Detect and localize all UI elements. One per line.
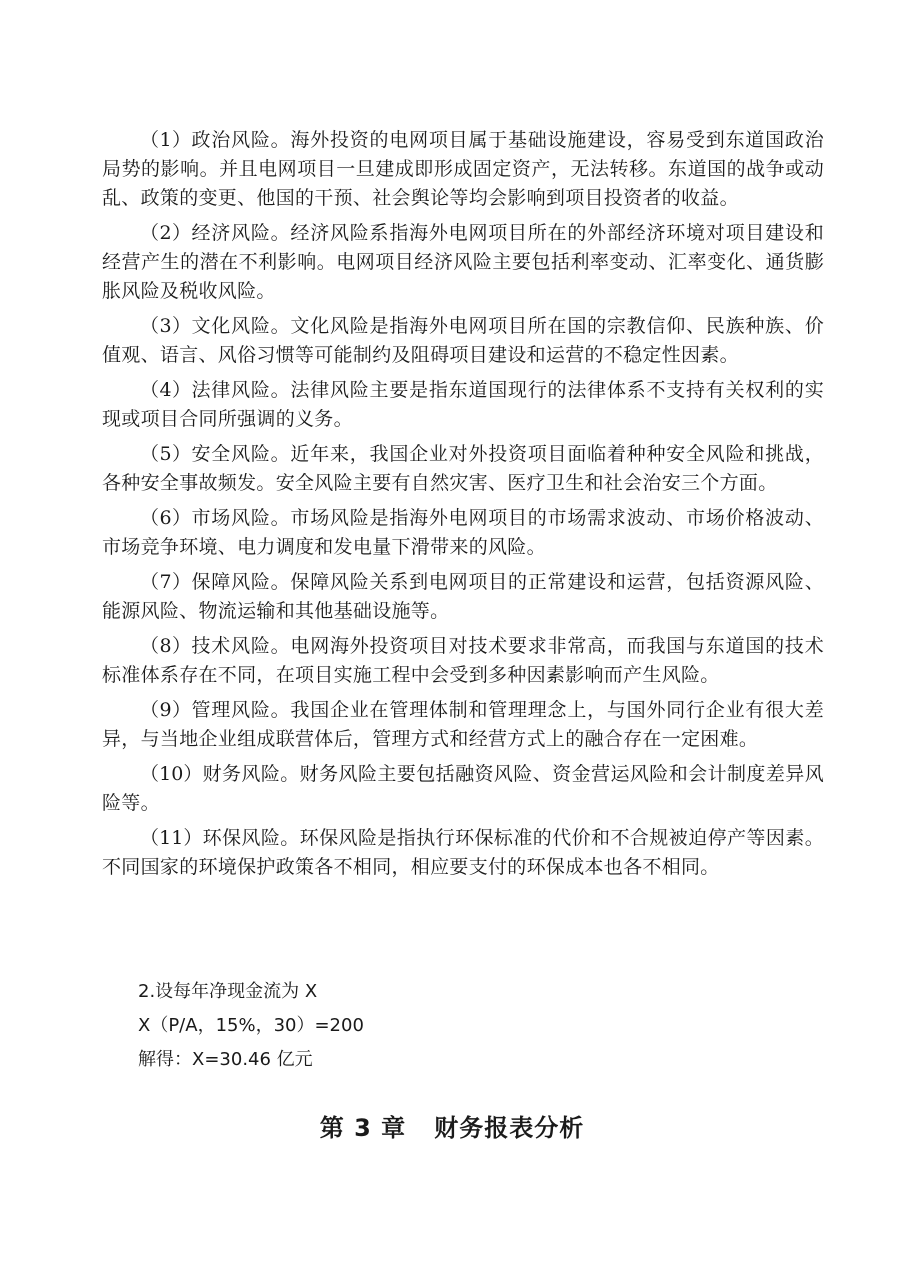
calculation-result: 解得：X=30.46 亿元 — [138, 1049, 313, 1070]
paragraph-market-risk — [102, 504, 824, 562]
paragraph-technical-risk — [102, 632, 824, 690]
paragraph-text: 市场风险。市场风险是指海外电网项目的市场需求波动、市场价格波动、市场竞争环境、电力调度和发电量下滑带来的风险。 — [102, 507, 824, 558]
paragraph-cultural-risk — [102, 312, 824, 370]
paragraph-text: 管理风险。我国企业在管理体制和管理理念上，与国外同行企业有很大差异，与当地企业组成联营体后，管理方式和经营方式上的融合存在一定困难。 — [102, 699, 824, 750]
calculation-equation: X（P/A，15%，30）=200 — [138, 1015, 364, 1036]
paragraph-number: （5） — [140, 443, 192, 465]
paragraph-text: 安全风险。近年来，我国企业对外投资项目面临着种种安全风险和挑战，各种安全事故频发。安全风险主要有自然灾害、医疗卫生和社会治安三个方面。 — [102, 443, 824, 494]
paragraph-number: （4） — [140, 379, 192, 401]
paragraph-legal-risk — [102, 376, 824, 434]
paragraph-number: （8） — [140, 635, 192, 657]
paragraph-number: （11） — [140, 827, 203, 849]
paragraph-number: （9） — [140, 699, 192, 721]
paragraph-number: （1） — [140, 129, 192, 151]
paragraph-economic-risk — [102, 219, 824, 306]
paragraph-political-risk — [102, 126, 824, 213]
paragraph-number: （2） — [140, 222, 192, 244]
paragraph-text: 政治风险。海外投资的电网项目属于基础设施建设，容易受到东道国政治局势的影响。并且电网项目一旦建成即形成固定资产，无法转移。东道国的战争或动乱、政策的变更、他国的干预、社会舆论等均会影响到项目投资者的收益。 — [102, 129, 824, 209]
paragraph-text: 财务风险。财务风险主要包括融资风险、资金营运风险和会计制度差异风险等。 — [102, 763, 824, 814]
paragraph-management-risk — [102, 696, 824, 754]
paragraph-number: （7） — [140, 571, 192, 593]
paragraph-text: 经济风险。经济风险系指海外电网项目所在的外部经济环境对项目建设和经营产生的潜在不利影响。电网项目经济风险主要包括利率变动、汇率变化、通货膨胀风险及税收风险。 — [102, 222, 824, 302]
paragraph-text: 文化风险。文化风险是指海外电网项目所在国的宗教信仰、民族种族、价值观、语言、风俗习惯等可能制约及阻碍项目建设和运营的不稳定性因素。 — [102, 315, 824, 366]
paragraph-environmental-risk — [102, 824, 824, 882]
calculation-assumption: 2.设每年净现金流为 X — [138, 981, 318, 1002]
paragraph-support-risk — [102, 568, 824, 626]
paragraph-number: （10） — [140, 763, 203, 785]
paragraph-number: （3） — [140, 315, 192, 337]
risk-list — [102, 126, 824, 888]
paragraph-text: 法律风险。法律风险主要是指东道国现行的法律体系不支持有关权利的实现或项目合同所强调的义务。 — [102, 379, 824, 430]
paragraph-number: （6） — [140, 507, 192, 529]
paragraph-text: 环保风险。环保风险是指执行环保标准的代价和不合规被迫停产等因素。不同国家的环境保护政策各不相同，相应要支付的环保成本也各不相同。 — [102, 827, 824, 878]
paragraph-safety-risk — [102, 440, 824, 498]
chapter-heading: 第 3 章 财务报表分析 — [319, 1114, 585, 1142]
paragraph-text: 技术风险。电网海外投资项目对技术要求非常高，而我国与东道国的技术标准体系存在不同，在项目实施工程中会受到多种因素影响而产生风险。 — [102, 635, 824, 686]
cash-flow-calculation — [138, 979, 818, 1081]
paragraph-text: 保障风险。保障风险关系到电网项目的正常建设和运营，包括资源风险、能源风险、物流运输和其他基础设施等。 — [102, 571, 824, 622]
paragraph-financial-risk — [102, 760, 824, 818]
